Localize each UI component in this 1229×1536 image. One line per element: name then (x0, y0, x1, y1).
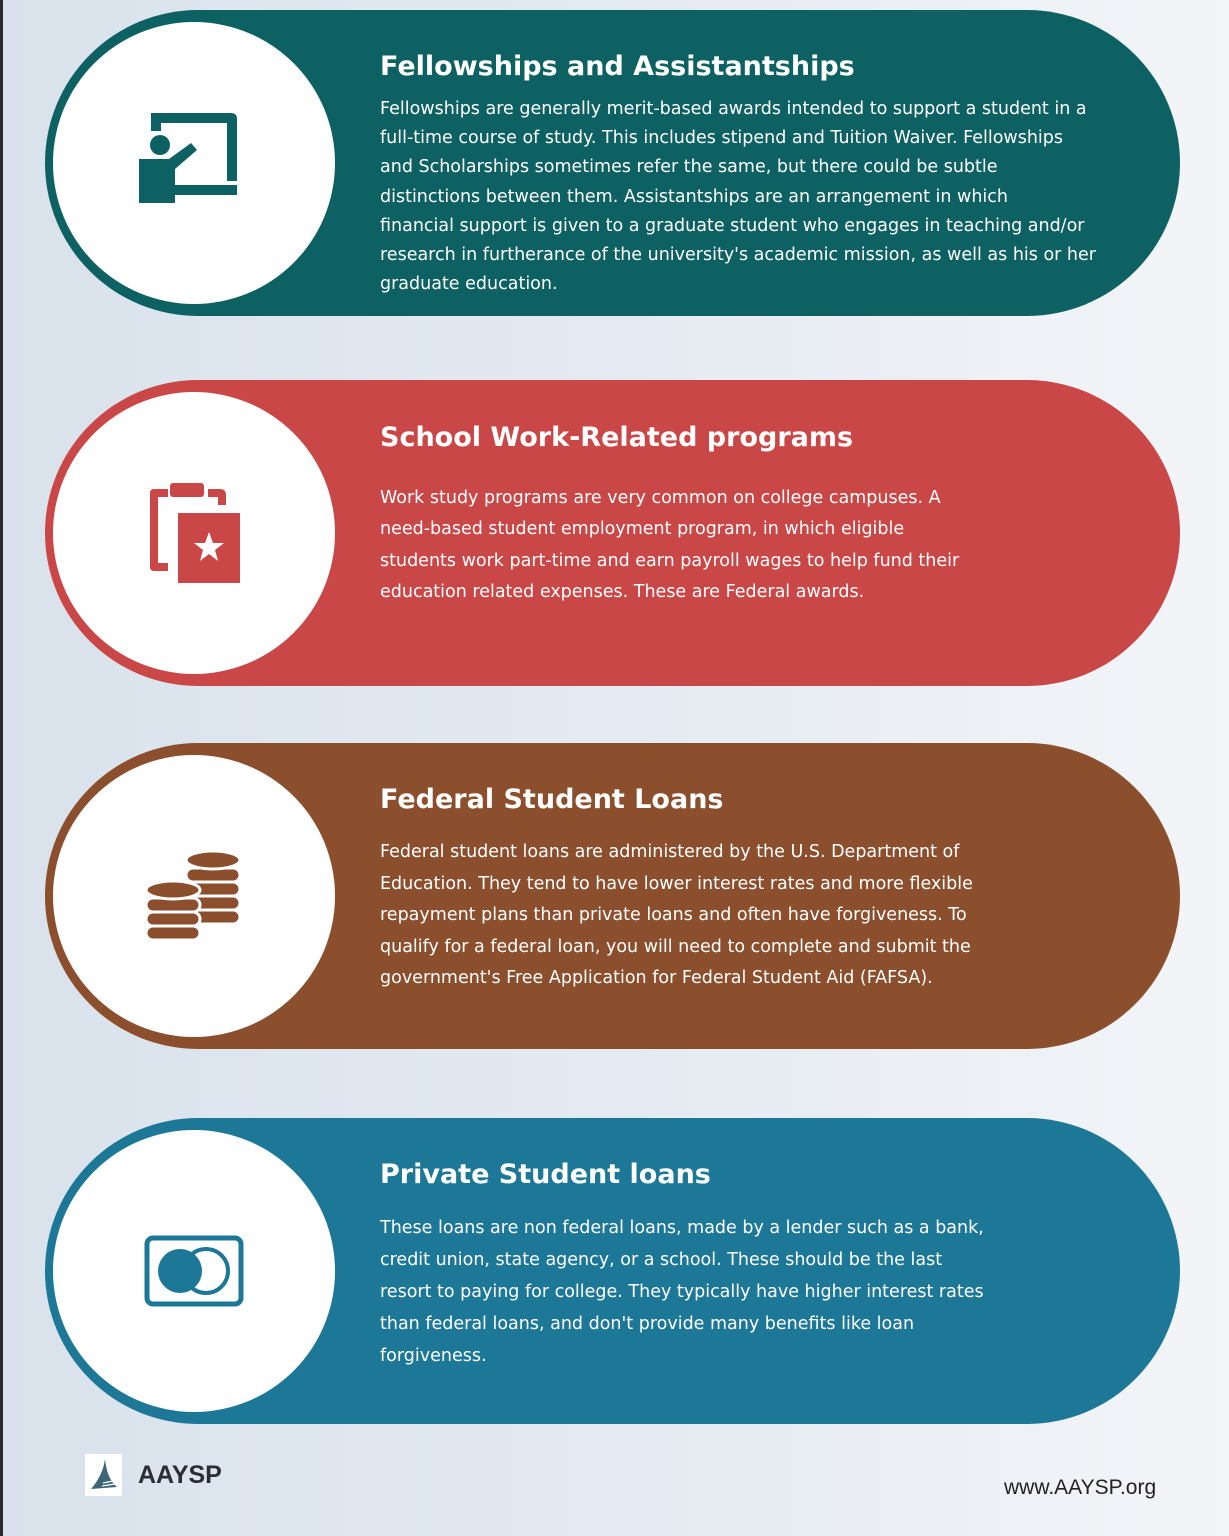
brand-name: AAYSP (138, 1460, 222, 1489)
text-line: full-time course of study. This includes stipend and Tuition Waiver. Fellowships (380, 128, 1064, 149)
logo-sail-icon (85, 1454, 122, 1496)
card-title: Federal Student Loans (380, 784, 724, 815)
text-line: Education. They tend to have lower interest rates and more flexible (380, 873, 973, 894)
text-line: credit union, state agency, or a school. These should be the last (380, 1250, 943, 1270)
text-line: need-based student employment program, in which eligible (380, 519, 905, 540)
text-line: forgiveness. (380, 1346, 487, 1366)
text-line: education related expenses. These are Federal awards. (380, 582, 865, 603)
card-title: Private Student loans (380, 1159, 711, 1190)
credit-card-icon (144, 1235, 244, 1307)
text-line: research in furtherance of the university's academic mission, as well as his or her (380, 245, 1096, 266)
text-line: Work study programs are very common on college campuses. A (380, 488, 941, 508)
brand-logo (85, 1454, 222, 1496)
clipboard-star-icon (148, 483, 240, 583)
card-private-loans (45, 1118, 1180, 1424)
text-line: and Scholarships sometimes refer the same, but there could be subtle (380, 157, 998, 178)
text-line: graduate education. (380, 274, 558, 295)
card-description (380, 1212, 984, 1372)
card-title: Fellowships and Assistantships (380, 51, 855, 82)
text-line: qualify for a federal loan, you will need to complete and submit the (380, 936, 971, 957)
card-title: School Work-Related programs (380, 422, 854, 453)
icon-circle (53, 1130, 335, 1412)
website-url[interactable]: www.AAYSP.org (1004, 1476, 1157, 1499)
text-line: government's Free Application for Federal Student Aid (FAFSA). (380, 968, 933, 988)
icon-circle (53, 22, 335, 304)
text-line: than federal loans, and don't provide many benefits like loan (380, 1314, 915, 1334)
text-line: repayment plans than private loans and often have forgiveness. To (380, 905, 967, 925)
icon-circle (53, 392, 335, 674)
text-line: Fellowships are generally merit-based awards intended to support a student in a (380, 99, 1087, 119)
card-federal-loans (45, 743, 1180, 1049)
card-description (380, 483, 959, 609)
text-line: resort to paying for college. They typically have higher interest rates (380, 1282, 984, 1302)
icon-circle (53, 755, 335, 1037)
page-edge (0, 0, 3, 1536)
coin-stacks-icon (146, 848, 242, 944)
teacher-board-icon (139, 113, 249, 213)
card-fellowships (45, 10, 1180, 316)
text-line: Federal student loans are administered by the U.S. Department of (380, 842, 960, 862)
text-line: students work part-time and earn payroll wages to help fund their (380, 550, 960, 571)
card-description (380, 95, 1096, 299)
text-line: financial support is given to a graduate student who engages in teaching and/or (380, 215, 1085, 236)
card-work-programs (45, 380, 1180, 686)
text-line: distinctions between them. Assistantships are an arrangement in which (380, 186, 1009, 207)
text-line: These loans are non federal loans, made by a lender such as a bank, (380, 1218, 984, 1238)
card-description (380, 837, 973, 995)
